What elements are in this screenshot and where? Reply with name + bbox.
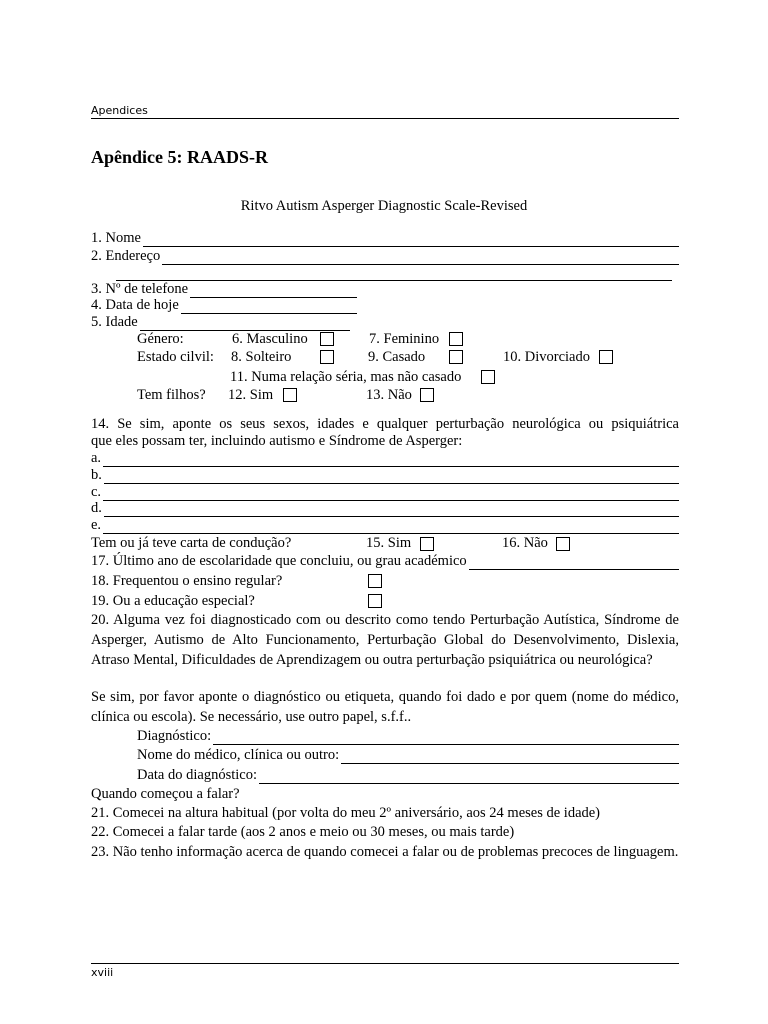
header-rule — [91, 118, 679, 119]
relationship-label: 11. Numa relação séria, mas não casado — [230, 369, 462, 385]
children-yes-checkbox[interactable] — [283, 388, 297, 402]
q14-item-d[interactable]: d. — [91, 500, 679, 517]
date-today-field[interactable]: 4. Data de hoje — [91, 297, 357, 314]
q20-text: 20. Alguma vez foi diagnosticado com ou descrito como tendo Perturbação Autística, Síndrome de Asperger, Autismo de Alto Funcionamento, Perturbação Global do Desenvolvimento, Dislexia, Atraso Mental, Dificuldades de Aprendizagem ou outra perturbação psiquiátrica ou neurológica? — [91, 612, 679, 668]
q18-label: 18. Frequentou o ensino regular? — [91, 573, 283, 589]
married-checkbox[interactable] — [449, 350, 463, 364]
q19-checkbox[interactable] — [368, 594, 382, 608]
q22-text: 22. Comecei a falar tarde (aos 2 anos e meio ou 30 meses, ou mais tarde) — [91, 824, 515, 840]
if-yes-instructions: Se sim, por favor aponte o diagnóstico ou etiqueta, quando foi dado e por quem (nome do médico, clínica ou escola). Se necessário, use outro papel, s.f.f.. — [91, 689, 679, 725]
q14-item-e[interactable]: e. — [91, 517, 679, 534]
q14-item-b[interactable]: b. — [91, 467, 679, 484]
q18-checkbox[interactable] — [368, 574, 382, 588]
divorced-checkbox[interactable] — [599, 350, 613, 364]
name-field[interactable]: 1. Nome — [91, 230, 679, 247]
page-title: Apêndice 5: RAADS-R — [91, 147, 268, 167]
children-no-label: 13. Não — [366, 387, 412, 403]
diagnosis-field[interactable]: Diagnóstico: — [137, 728, 679, 745]
license-label: Tem ou já teve carta de condução? — [91, 535, 292, 551]
children-yes-label: 12. Sim — [228, 387, 274, 403]
marital-status-label: Estado cilvil: — [137, 349, 214, 365]
children-no-checkbox[interactable] — [420, 388, 434, 402]
children-label: Tem filhos? — [137, 387, 206, 403]
page-subtitle: Ritvo Autism Asperger Diagnostic Scale-Revised — [240, 198, 528, 214]
q14-text-line1: 14. Se sim, aponte os seus sexos, idades e qualquer perturbação neurológica ou psiquiátrica — [91, 416, 679, 432]
q17-education-field[interactable]: 17. Último ano de escolaridade que concluiu, ou grau académico — [91, 553, 679, 570]
age-field[interactable]: 5. Idade — [91, 314, 350, 331]
footer-rule — [91, 963, 679, 964]
license-yes-checkbox[interactable] — [420, 537, 434, 551]
q14-item-c[interactable]: c. — [91, 484, 679, 501]
q21-text: 21. Comecei na altura habitual (por volta do meu 2º aniversário, aos 24 meses de idade) — [91, 805, 601, 821]
running-header: Apendices — [91, 104, 148, 117]
license-yes-label: 15. Sim — [366, 535, 412, 551]
phone-field[interactable]: 3. Nº de telefone — [91, 281, 357, 298]
q14-item-a[interactable]: a. — [91, 450, 679, 467]
speech-question: Quando começou a falar? — [91, 786, 240, 802]
q19-label: 19. Ou a educação especial? — [91, 593, 255, 609]
male-checkbox[interactable] — [320, 332, 334, 346]
male-label: 6. Masculino — [232, 331, 308, 347]
page-number: xviii — [91, 966, 114, 979]
license-no-label: 16. Não — [502, 535, 548, 551]
single-checkbox[interactable] — [320, 350, 334, 364]
doctor-name-field[interactable]: Nome do médico, clínica ou outro: — [137, 747, 679, 764]
female-label: 7. Feminino — [369, 331, 440, 347]
q23-text: 23. Não tenho informação acerca de quando comecei a falar ou de problemas precoces de linguagem. — [91, 844, 679, 860]
q14-text-line2: que eles possam ter, incluindo autismo e Síndrome de Asperger: — [91, 433, 463, 449]
divorced-label: 10. Divorciado — [503, 349, 590, 365]
female-checkbox[interactable] — [449, 332, 463, 346]
gender-label: Género: — [137, 331, 184, 347]
diagnosis-date-field[interactable]: Data do diagnóstico: — [137, 767, 679, 784]
relationship-checkbox[interactable] — [481, 370, 495, 384]
license-no-checkbox[interactable] — [556, 537, 570, 551]
address-field[interactable]: 2. Endereço — [91, 248, 679, 265]
married-label: 9. Casado — [368, 349, 426, 365]
single-label: 8. Solteiro — [231, 349, 292, 365]
